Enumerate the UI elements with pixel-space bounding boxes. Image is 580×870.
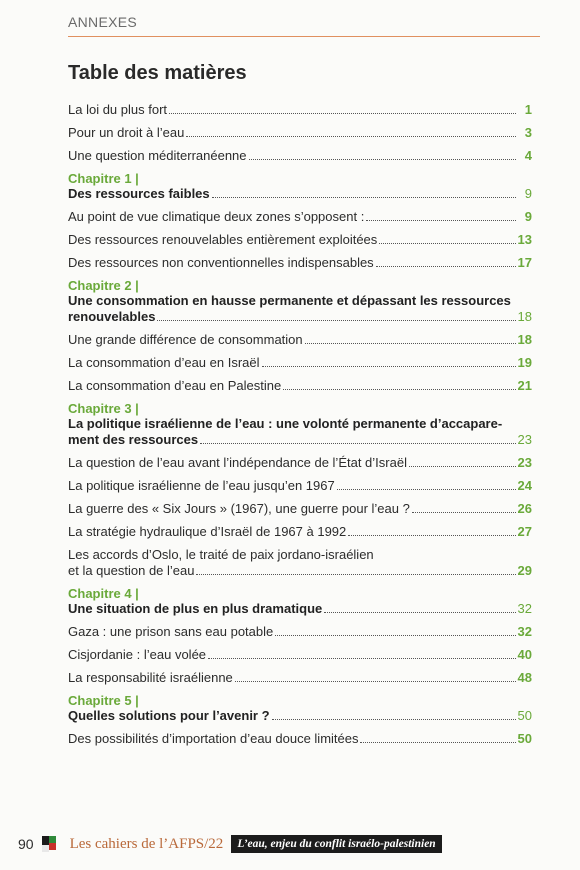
toc-entry-text-first-line: Les accords d’Oslo, le traité de paix jordano-israélien	[68, 547, 374, 562]
toc-page-number: 32	[517, 624, 532, 639]
book-title-banner: L’eau, enjeu du conflit israélo-palestinien	[231, 835, 441, 853]
toc-entry-text: Une grande différence de consommation	[68, 332, 303, 347]
toc-page-number: 23	[517, 432, 532, 447]
toc-entry[interactable]	[68, 355, 532, 371]
leader-dots	[360, 741, 515, 743]
leader-dots	[305, 342, 516, 344]
toc-entry-text: Cisjordanie : l’eau volée	[68, 647, 207, 662]
toc-page-number: 9	[524, 209, 532, 224]
chapter-title: ment des ressources	[68, 432, 199, 447]
chapter-title: renouvelables	[68, 309, 156, 324]
toc-entry[interactable]	[68, 378, 532, 394]
toc-entry-text: Des ressources non conventionnelles indispensables	[68, 255, 374, 270]
leader-dots	[283, 388, 515, 390]
toc-page-number: 21	[517, 378, 532, 393]
toc-page-number: 50	[517, 731, 532, 746]
chapter-title-first-line: La politique israélienne de l’eau : une volonté permanente d’accapare-	[68, 416, 503, 431]
toc-page-number: 13	[517, 232, 532, 247]
toc-page-number: 4	[524, 148, 532, 163]
leader-dots	[376, 265, 516, 267]
leader-dots	[157, 319, 515, 321]
toc-entry[interactable]	[68, 125, 532, 141]
toc-entry-text: La question de l’eau avant l’indépendance de l’État d’Israël	[68, 455, 407, 470]
toc-entry-text: La stratégie hydraulique d’Israël de 1967 à 1992	[68, 524, 347, 539]
toc-entry[interactable]	[68, 232, 532, 248]
series-name: Les cahiers de l’AFPS/22	[69, 835, 224, 852]
toc-entry-text: La responsabilité israélienne	[68, 670, 233, 685]
leader-dots	[337, 488, 516, 490]
toc-entry-text: La guerre des « Six Jours » (1967), une guerre pour l’eau ?	[68, 501, 410, 516]
chapter-title-entry[interactable]	[68, 601, 532, 617]
toc-page-number: 9	[524, 186, 532, 201]
chapter-label: Chapitre 3 |	[68, 401, 139, 416]
toc-entry[interactable]	[68, 209, 532, 225]
toc-entry[interactable]	[68, 624, 532, 640]
leader-dots	[200, 442, 515, 444]
toc-entry[interactable]	[68, 478, 532, 494]
toc-entry[interactable]	[68, 102, 532, 118]
toc-entry-text: Des ressources renouvelables entièrement exploitées	[68, 232, 378, 247]
toc-page-number: 23	[517, 455, 532, 470]
section-header: ANNEXES	[68, 14, 540, 37]
toc-page-number: 1	[524, 102, 532, 117]
chapter-title-entry[interactable]	[68, 293, 532, 325]
leader-dots	[379, 242, 515, 244]
page-title: Table des matières	[68, 62, 247, 84]
chapter-title-entry[interactable]	[68, 416, 532, 448]
toc-entry[interactable]	[68, 332, 532, 348]
toc-page-number: 40	[517, 647, 532, 662]
toc-page-number: 29	[517, 563, 532, 578]
chapter-5	[68, 693, 532, 724]
leader-dots	[272, 718, 516, 720]
chapter-2	[68, 278, 532, 325]
chapter-label: Chapitre 2 |	[68, 278, 139, 293]
toc-entry-text: Au point de vue climatique deux zones s’opposent :	[68, 209, 365, 224]
leader-dots	[235, 680, 516, 682]
chapter-title: Des ressources faibles	[68, 186, 210, 201]
toc-page-number: 50	[517, 708, 532, 723]
toc-page-number: 32	[517, 601, 532, 616]
toc-entry[interactable]	[68, 647, 532, 663]
leader-dots	[196, 573, 515, 575]
leader-dots	[412, 511, 516, 513]
toc-page-number: 18	[517, 309, 532, 324]
toc-entry-text: La loi du plus fort	[68, 102, 168, 117]
chapter-label: Chapitre 1 |	[68, 171, 139, 186]
leader-dots	[208, 657, 516, 659]
toc-entry-text: Pour un droit à l’eau	[68, 125, 185, 140]
toc-entry-text: Une question méditerranéenne	[68, 148, 247, 163]
chapter-label: Chapitre 5 |	[68, 693, 139, 708]
chapter-1	[68, 171, 532, 202]
toc-entry[interactable]	[68, 255, 532, 271]
leader-dots	[186, 135, 516, 137]
page-number: 90	[18, 836, 34, 852]
leader-dots	[262, 365, 516, 367]
chapter-title: Quelles solutions pour l’avenir ?	[68, 708, 270, 723]
toc-entry[interactable]	[68, 524, 532, 540]
leader-dots	[169, 112, 516, 114]
leader-dots	[366, 219, 516, 221]
leader-dots	[212, 196, 516, 198]
chapter-title-first-line: Une consommation en hausse permanente et dépassant les ressources	[68, 293, 511, 308]
chapter-title: Une situation de plus en plus dramatique	[68, 601, 323, 616]
toc-entry-text: La consommation d’eau en Palestine	[68, 378, 282, 393]
toc-entry[interactable]	[68, 455, 532, 471]
toc-page-number: 24	[517, 478, 532, 493]
toc-entry[interactable]	[68, 148, 532, 164]
toc-entry-text: et la question de l’eau	[68, 563, 195, 578]
toc-page-number: 18	[517, 332, 532, 347]
toc-entry-text: Des possibilités d’importation d’eau douce limitées	[68, 731, 359, 746]
chapter-title-entry[interactable]	[68, 186, 532, 202]
toc-page-number: 3	[524, 125, 532, 140]
chapter-title-entry[interactable]	[68, 708, 532, 724]
page-footer	[18, 833, 518, 855]
toc-entry[interactable]	[68, 501, 532, 517]
toc-entry[interactable]	[68, 547, 532, 579]
toc-entry[interactable]	[68, 670, 532, 686]
toc-entry[interactable]	[68, 731, 532, 747]
chapter-3	[68, 401, 532, 448]
toc-page-number: 17	[517, 255, 532, 270]
table-of-contents	[68, 102, 532, 754]
chapter-4	[68, 586, 532, 617]
toc-page-number: 19	[517, 355, 532, 370]
leader-dots	[409, 465, 516, 467]
toc-page-number: 27	[517, 524, 532, 539]
toc-entry-text: La consommation d’eau en Israël	[68, 355, 260, 370]
toc-entry-text: La politique israélienne de l’eau jusqu’en 1967	[68, 478, 335, 493]
leader-dots	[324, 611, 515, 613]
leader-dots	[249, 158, 516, 160]
toc-page-number: 26	[517, 501, 532, 516]
chapter-label: Chapitre 4 |	[68, 586, 139, 601]
afps-logo-icon	[42, 836, 56, 852]
toc-entry-text: Gaza : une prison sans eau potable	[68, 624, 274, 639]
toc-page-number: 48	[517, 670, 532, 685]
leader-dots	[348, 534, 515, 536]
leader-dots	[275, 634, 515, 636]
